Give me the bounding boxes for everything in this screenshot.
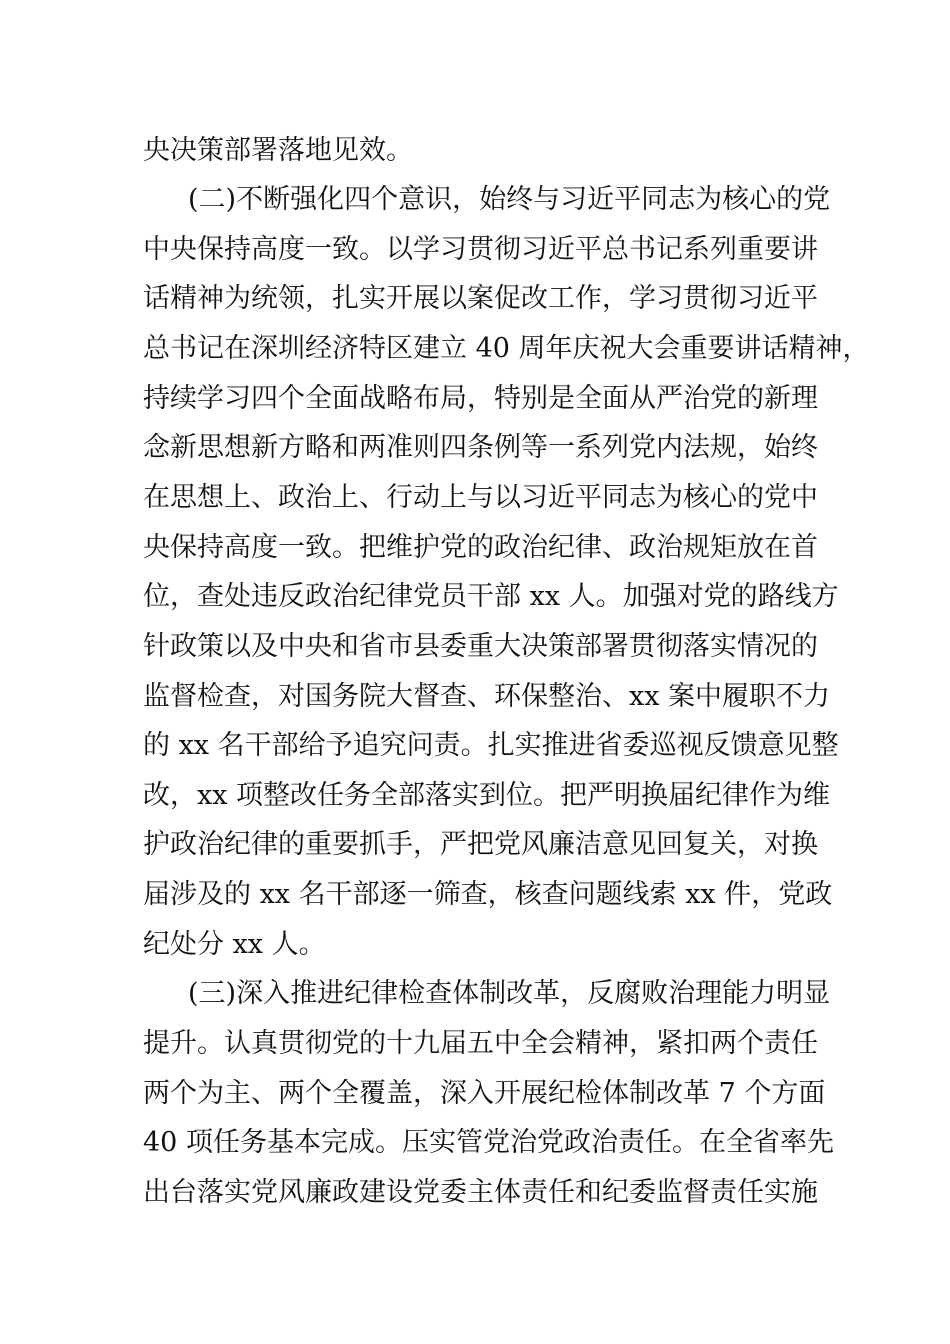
text-line: 位，查处违反政治纪律党员干部 xx 人。加强对党的路线方 <box>143 581 839 612</box>
text-line: 改，xx 项整改任务全部落实到位。把严明换届纪律作为维 <box>143 780 831 811</box>
text-line: 纪处分 xx 人。 <box>143 929 326 960</box>
text-line: 央决策部署落地见效。 <box>143 135 413 166</box>
text-line: 总书记在深圳经济特区建立 40 周年庆祝大会重要讲话精神， <box>143 333 870 364</box>
text-line: 针政策以及中央和省市县委重大决策部署贯彻落实情况的 <box>143 631 818 662</box>
text-line: 中央保持高度一致。以学习贯彻习近平总书记系列重要讲 <box>143 234 818 265</box>
text-line: 话精神为统领，扎实开展以案促改工作，学习贯彻习近平 <box>143 283 818 314</box>
text-line: 监督检查，对国务院大督查、环保整治、xx 案中履职不力 <box>143 681 831 712</box>
text-line: 提升。认真贯彻党的十九届五中全会精神，紧扣两个责任 <box>143 1028 818 1059</box>
text-line: 央保持高度一致。把维护党的政治纪律、政治规矩放在首 <box>143 532 818 563</box>
text-line: 持续学习四个全面战略布局，特别是全面从严治党的新理 <box>143 383 818 414</box>
text-line: 在思想上、政治上、行动上与以习近平同志为核心的党中 <box>143 482 818 513</box>
text-line: 40 项任务基本完成。压实管党治党政治责任。在全省率先 <box>143 1127 834 1158</box>
section-heading-2: (二)不断强化四个意识，始终与习近平同志为核心的党 <box>188 184 831 215</box>
text-line: 念新思想新方略和两准则四条例等一系列党内法规，始终 <box>143 432 818 463</box>
section-heading-3: (三)深入推进纪律检查体制改革，反腐败治理能力明显 <box>188 978 831 1009</box>
text-line: 届涉及的 xx 名干部逐一筛查，核查问题线索 xx 件，党政 <box>143 879 833 910</box>
text-line: 出台落实党风廉政建设党委主体责任和纪委监督责任实施 <box>143 1177 818 1208</box>
text-line: 两个为主、两个全覆盖，深入开展纪检体制改革 7 个方面 <box>143 1078 826 1109</box>
text-line: 护政治纪律的重要抓手，严把党风廉洁意见回复关，对换 <box>143 829 818 860</box>
text-line: 的 xx 名干部给予追究问责。扎实推进省委巡视反馈意见整 <box>143 730 839 761</box>
